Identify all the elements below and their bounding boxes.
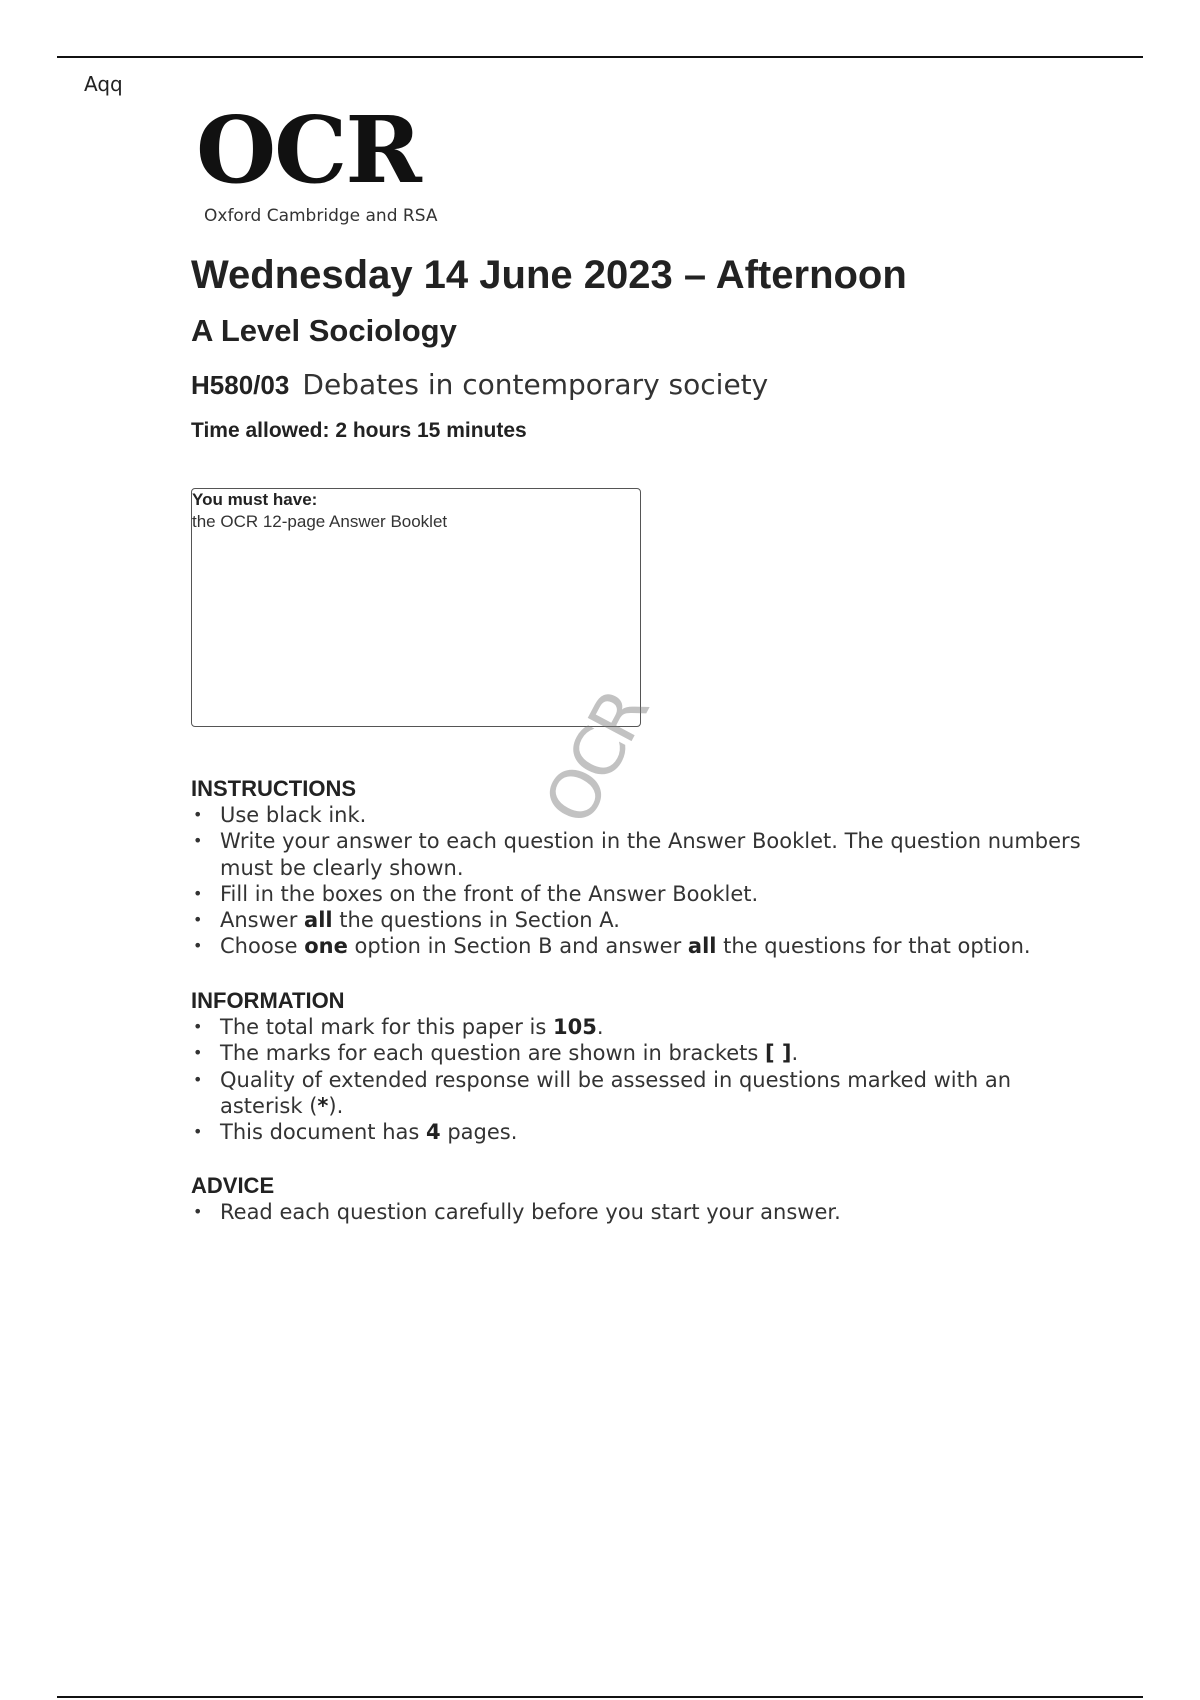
list-item bbox=[191, 907, 1091, 933]
advice-list bbox=[191, 1199, 1091, 1225]
item-text: pages. bbox=[440, 1120, 518, 1145]
must-have-title: You must have: bbox=[192, 490, 318, 509]
paper-code: H580/03 bbox=[191, 370, 290, 400]
instructions-list bbox=[191, 802, 1091, 960]
list-item bbox=[191, 1014, 1091, 1040]
item-text: the questions for that option. bbox=[716, 934, 1031, 959]
item-text: ). bbox=[328, 1093, 344, 1118]
advice-heading: ADVICE bbox=[191, 1173, 275, 1198]
list-item bbox=[191, 933, 1091, 959]
watermark: OCR bbox=[530, 679, 664, 838]
item-text: This document has bbox=[220, 1120, 427, 1145]
item-text: Write your answer to each question in the Answer Booklet. The question numbers must be clearly shown. bbox=[220, 829, 1081, 880]
information-heading: INFORMATION bbox=[191, 988, 345, 1013]
emphasis-text: 4 bbox=[426, 1120, 441, 1145]
logo-wordmark: OCR bbox=[196, 96, 420, 204]
emphasis-text: 105 bbox=[552, 1015, 597, 1039]
item-text: Use black ink. bbox=[220, 803, 367, 827]
list-item bbox=[191, 802, 1091, 828]
list-item bbox=[191, 1119, 1091, 1145]
item-text: The total mark for this paper is bbox=[220, 1015, 553, 1039]
emphasis-text: * bbox=[317, 1093, 329, 1118]
item-text: The marks for each question are shown in brackets bbox=[220, 1041, 766, 1066]
emphasis-text: [ ] bbox=[765, 1041, 792, 1066]
paper-line bbox=[191, 368, 768, 401]
exam-date-title: Wednesday 14 June 2023 – Afternoon bbox=[191, 253, 907, 297]
bottom-rule bbox=[57, 1696, 1143, 1698]
instructions-section bbox=[191, 776, 1091, 960]
instructions-heading: INSTRUCTIONS bbox=[191, 776, 356, 801]
top-rule bbox=[57, 56, 1143, 58]
item-text: option in Section B and answer bbox=[347, 934, 688, 959]
must-have-item: the OCR 12-page Answer Booklet bbox=[192, 512, 448, 531]
exam-subject: A Level Sociology bbox=[191, 313, 457, 348]
ocr-logo bbox=[196, 96, 438, 226]
item-text: . bbox=[596, 1015, 604, 1039]
emphasis-text: all bbox=[304, 908, 333, 933]
paper-name: Debates in contemporary society bbox=[302, 368, 769, 401]
item-text: . bbox=[791, 1041, 799, 1066]
list-item bbox=[191, 1199, 1091, 1225]
item-text: Choose bbox=[220, 934, 305, 959]
information-section bbox=[191, 988, 1091, 1145]
item-text: Fill in the boxes on the front of the Answer Booklet. bbox=[220, 881, 759, 906]
item-text: Quality of extended response will be assessed in questions marked with an asterisk ( bbox=[220, 1067, 1012, 1118]
emphasis-text: all bbox=[687, 934, 717, 959]
emphasis-text: one bbox=[304, 934, 348, 959]
information-list bbox=[191, 1014, 1091, 1145]
time-allowed: Time allowed: 2 hours 15 minutes bbox=[191, 419, 527, 442]
advice-section bbox=[191, 1173, 1091, 1225]
item-text: Read each question carefully before you start your answer. bbox=[220, 1200, 841, 1224]
must-have-box bbox=[191, 488, 641, 727]
list-item bbox=[191, 1067, 1091, 1120]
list-item bbox=[191, 881, 1091, 907]
list-item bbox=[191, 1040, 1091, 1066]
item-text: Answer bbox=[220, 908, 305, 933]
list-item bbox=[191, 828, 1091, 881]
item-text: the questions in Section A. bbox=[332, 908, 620, 933]
corner-mark: Aqq bbox=[84, 72, 123, 96]
logo-tagline: Oxford Cambridge and RSA bbox=[204, 206, 438, 226]
